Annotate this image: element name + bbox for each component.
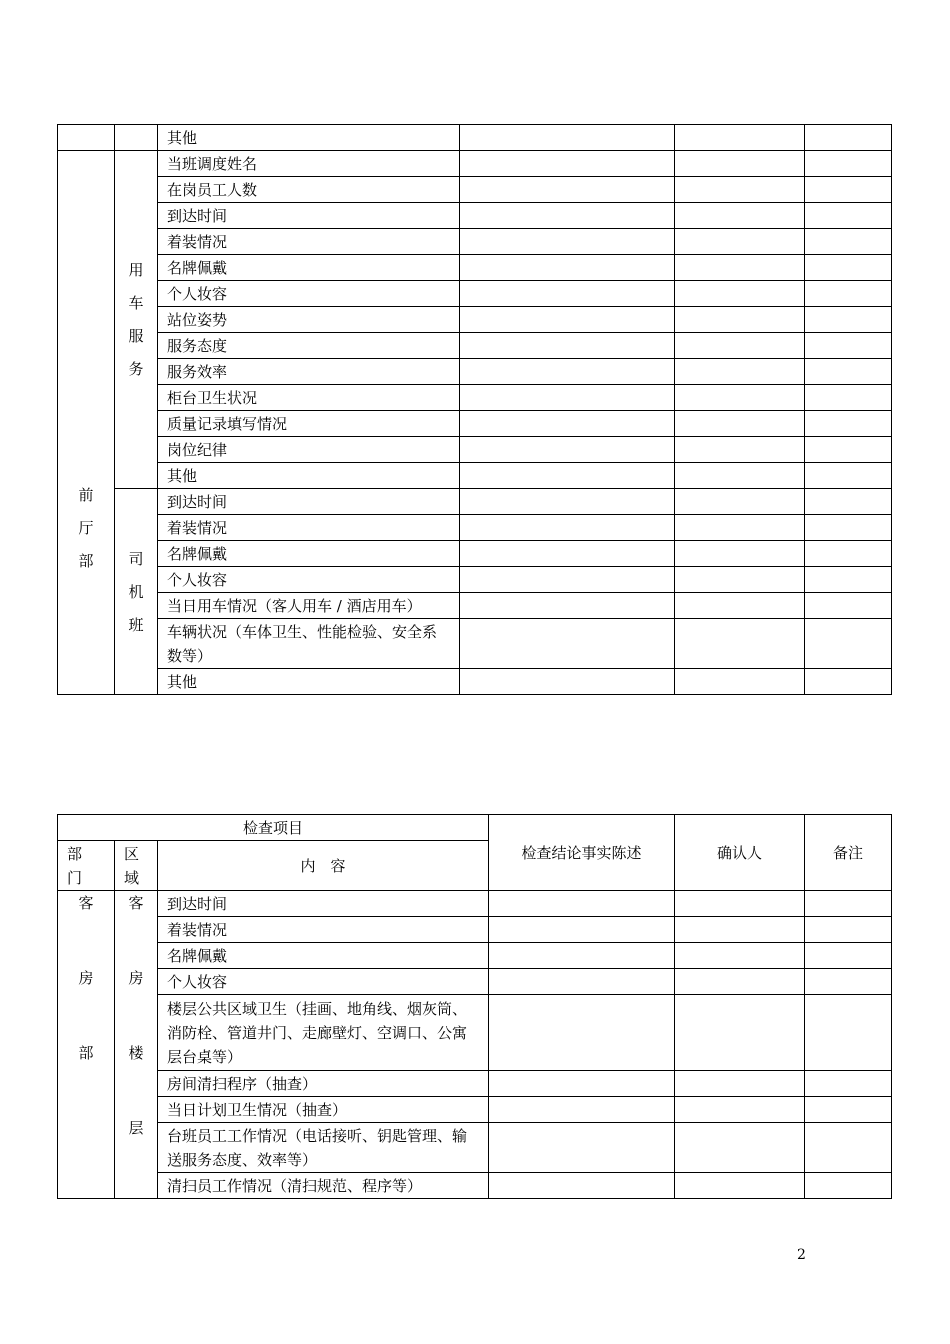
content-cell: 到达时间	[158, 891, 489, 917]
housekeeping-table	[57, 814, 892, 1199]
table-row	[58, 969, 892, 995]
content-cell: 着装情况	[158, 229, 460, 255]
content-cell: 名牌佩戴	[158, 943, 489, 969]
area-cell-car-service: 用 车 服 务	[115, 151, 158, 489]
header-row	[58, 815, 892, 841]
table-row	[58, 203, 892, 229]
remarks-cell[interactable]	[805, 669, 892, 695]
content-cell: 着装情况	[158, 917, 489, 943]
confirmer-cell[interactable]	[675, 515, 805, 541]
content-cell: 服务态度	[158, 333, 460, 359]
page-number: 2	[797, 1247, 806, 1263]
confirmer-cell[interactable]	[675, 995, 805, 1071]
front-office-table	[57, 124, 892, 695]
confirmer-cell[interactable]	[675, 1097, 805, 1123]
remarks-cell[interactable]	[805, 1097, 892, 1123]
remarks-cell[interactable]	[805, 969, 892, 995]
conclusion-cell[interactable]	[489, 943, 675, 969]
table-row	[58, 177, 892, 203]
content-cell: 个人妆容	[158, 969, 489, 995]
remarks-cell[interactable]	[805, 1071, 892, 1097]
confirmer-cell[interactable]	[675, 229, 805, 255]
content-cell: 质量记录填写情况	[158, 411, 460, 437]
table-row	[58, 1097, 892, 1123]
table-row	[58, 567, 892, 593]
content-cell: 车辆状况（车体卫生、性能检验、安全系数等）	[158, 619, 460, 669]
dept-cell-housekeeping: 客 房 部	[58, 891, 115, 1199]
confirmer-cell[interactable]	[675, 125, 805, 151]
remarks-cell[interactable]	[805, 125, 892, 151]
conclusion-cell[interactable]	[460, 203, 675, 229]
confirmer-cell[interactable]	[675, 437, 805, 463]
table-row	[58, 307, 892, 333]
remarks-cell[interactable]	[805, 619, 892, 669]
content-cell: 岗位纪律	[158, 437, 460, 463]
confirmer-cell[interactable]	[675, 567, 805, 593]
remarks-cell[interactable]	[805, 593, 892, 619]
table-row	[58, 489, 892, 515]
table-row	[58, 891, 892, 917]
remarks-cell[interactable]	[805, 151, 892, 177]
table-row	[58, 255, 892, 281]
table-row	[58, 995, 892, 1071]
confirmer-cell[interactable]	[675, 307, 805, 333]
table-row	[58, 385, 892, 411]
confirmer-cell[interactable]	[675, 1123, 805, 1173]
confirmer-cell[interactable]	[675, 489, 805, 515]
empty-cell	[58, 125, 115, 151]
table-row	[58, 515, 892, 541]
conclusion-cell[interactable]	[460, 567, 675, 593]
conclusion-cell[interactable]	[460, 177, 675, 203]
content-cell: 其他	[158, 125, 460, 151]
content-cell: 柜台卫生状况	[158, 385, 460, 411]
content-cell: 房间清扫程序（抽查）	[158, 1071, 489, 1097]
confirmer-cell[interactable]	[675, 969, 805, 995]
remarks-cell[interactable]	[805, 1173, 892, 1199]
conclusion-cell[interactable]	[489, 1071, 675, 1097]
remarks-cell[interactable]	[805, 567, 892, 593]
content-cell: 站位姿势	[158, 307, 460, 333]
conclusion-cell[interactable]	[460, 437, 675, 463]
table-row	[58, 1071, 892, 1097]
conclusion-cell[interactable]	[460, 125, 675, 151]
remarks-cell[interactable]	[805, 995, 892, 1071]
table-row	[58, 125, 892, 151]
conclusion-cell[interactable]	[460, 515, 675, 541]
empty-cell	[115, 125, 158, 151]
content-cell: 在岗员工人数	[158, 177, 460, 203]
table-row	[58, 333, 892, 359]
conclusion-header: 检查结论事实陈述	[489, 815, 675, 891]
confirmer-cell[interactable]	[675, 463, 805, 489]
confirmer-cell[interactable]	[675, 177, 805, 203]
table-row	[58, 917, 892, 943]
conclusion-cell[interactable]	[460, 489, 675, 515]
confirmer-cell[interactable]	[675, 669, 805, 695]
confirmer-cell[interactable]	[675, 333, 805, 359]
remarks-cell[interactable]	[805, 943, 892, 969]
remarks-cell[interactable]	[805, 1123, 892, 1173]
confirmer-cell[interactable]	[675, 281, 805, 307]
check-items-header: 检查项目	[58, 815, 489, 841]
remarks-cell[interactable]	[805, 203, 892, 229]
content-cell: 当日用车情况（客人用车 / 酒店用车）	[158, 593, 460, 619]
table-row	[58, 541, 892, 567]
table-row	[58, 593, 892, 619]
area-header: 区域	[115, 841, 158, 891]
table-row	[58, 411, 892, 437]
conclusion-cell[interactable]	[460, 229, 675, 255]
area-cell-guest-floors: 客 房 楼 层	[115, 891, 158, 1199]
remarks-cell[interactable]	[805, 917, 892, 943]
confirmer-cell[interactable]	[675, 255, 805, 281]
content-cell: 个人妆容	[158, 567, 460, 593]
conclusion-cell[interactable]	[460, 151, 675, 177]
remarks-cell[interactable]	[805, 437, 892, 463]
confirmer-cell[interactable]	[675, 151, 805, 177]
remarks-cell[interactable]	[805, 177, 892, 203]
conclusion-cell[interactable]	[489, 1173, 675, 1199]
dept-cell-front-office: 前 厅 部	[58, 151, 115, 695]
table-row	[58, 359, 892, 385]
confirmer-cell[interactable]	[675, 943, 805, 969]
conclusion-cell[interactable]	[489, 995, 675, 1071]
remarks-cell[interactable]	[805, 385, 892, 411]
remarks-cell[interactable]	[805, 541, 892, 567]
content-cell: 个人妆容	[158, 281, 460, 307]
content-cell: 楼层公共区域卫生（挂画、地角线、烟灰筒、消防栓、管道井门、走廊壁灯、空调口、公寓层台桌等）	[158, 995, 489, 1071]
confirmer-header: 确认人	[675, 815, 805, 891]
conclusion-cell[interactable]	[489, 1097, 675, 1123]
remarks-cell[interactable]	[805, 891, 892, 917]
table-row	[58, 229, 892, 255]
conclusion-cell[interactable]	[489, 891, 675, 917]
content-cell: 当班调度姓名	[158, 151, 460, 177]
conclusion-cell[interactable]	[489, 1123, 675, 1173]
table-row	[58, 943, 892, 969]
table-row	[58, 151, 892, 177]
conclusion-cell[interactable]	[460, 333, 675, 359]
conclusion-cell[interactable]	[460, 411, 675, 437]
conclusion-cell[interactable]	[460, 541, 675, 567]
conclusion-cell[interactable]	[489, 969, 675, 995]
content-cell: 台班员工工作情况（电话接听、钥匙管理、输送服务态度、效率等）	[158, 1123, 489, 1173]
table-row	[58, 619, 892, 669]
confirmer-cell[interactable]	[675, 593, 805, 619]
conclusion-cell[interactable]	[460, 359, 675, 385]
conclusion-cell[interactable]	[460, 385, 675, 411]
conclusion-cell[interactable]	[460, 463, 675, 489]
confirmer-cell[interactable]	[675, 385, 805, 411]
remarks-cell[interactable]	[805, 411, 892, 437]
area-cell-driver-team: 司 机 班	[115, 489, 158, 695]
conclusion-cell[interactable]	[460, 281, 675, 307]
content-cell: 服务效率	[158, 359, 460, 385]
content-cell: 到达时间	[158, 203, 460, 229]
dept-header: 部门	[58, 841, 115, 891]
content-cell: 其他	[158, 669, 460, 695]
confirmer-cell[interactable]	[675, 891, 805, 917]
remarks-cell[interactable]	[805, 463, 892, 489]
confirmer-cell[interactable]	[675, 203, 805, 229]
remarks-cell[interactable]	[805, 255, 892, 281]
confirmer-cell[interactable]	[675, 541, 805, 567]
confirmer-cell[interactable]	[675, 917, 805, 943]
confirmer-cell[interactable]	[675, 411, 805, 437]
conclusion-cell[interactable]	[460, 669, 675, 695]
table-row	[58, 1173, 892, 1199]
remarks-cell[interactable]	[805, 281, 892, 307]
conclusion-cell[interactable]	[489, 917, 675, 943]
conclusion-cell[interactable]	[460, 255, 675, 281]
confirmer-cell[interactable]	[675, 1071, 805, 1097]
content-cell: 名牌佩戴	[158, 541, 460, 567]
conclusion-cell[interactable]	[460, 619, 675, 669]
remarks-cell[interactable]	[805, 229, 892, 255]
confirmer-cell[interactable]	[675, 619, 805, 669]
confirmer-cell[interactable]	[675, 359, 805, 385]
remarks-cell[interactable]	[805, 333, 892, 359]
content-cell: 着装情况	[158, 515, 460, 541]
table-row	[58, 463, 892, 489]
confirmer-cell[interactable]	[675, 1173, 805, 1199]
content-cell: 到达时间	[158, 489, 460, 515]
content-cell: 清扫员工作情况（清扫规范、程序等）	[158, 1173, 489, 1199]
content-cell: 名牌佩戴	[158, 255, 460, 281]
table-row	[58, 281, 892, 307]
table-row	[58, 1123, 892, 1173]
remarks-cell[interactable]	[805, 515, 892, 541]
table-row	[58, 437, 892, 463]
content-cell: 其他	[158, 463, 460, 489]
content-cell: 当日计划卫生情况（抽查）	[158, 1097, 489, 1123]
content-header: 内 容	[158, 841, 489, 891]
remarks-cell[interactable]	[805, 359, 892, 385]
remarks-cell[interactable]	[805, 307, 892, 333]
table-row	[58, 669, 892, 695]
conclusion-cell[interactable]	[460, 307, 675, 333]
conclusion-cell[interactable]	[460, 593, 675, 619]
remarks-cell[interactable]	[805, 489, 892, 515]
remarks-header: 备注	[805, 815, 892, 891]
